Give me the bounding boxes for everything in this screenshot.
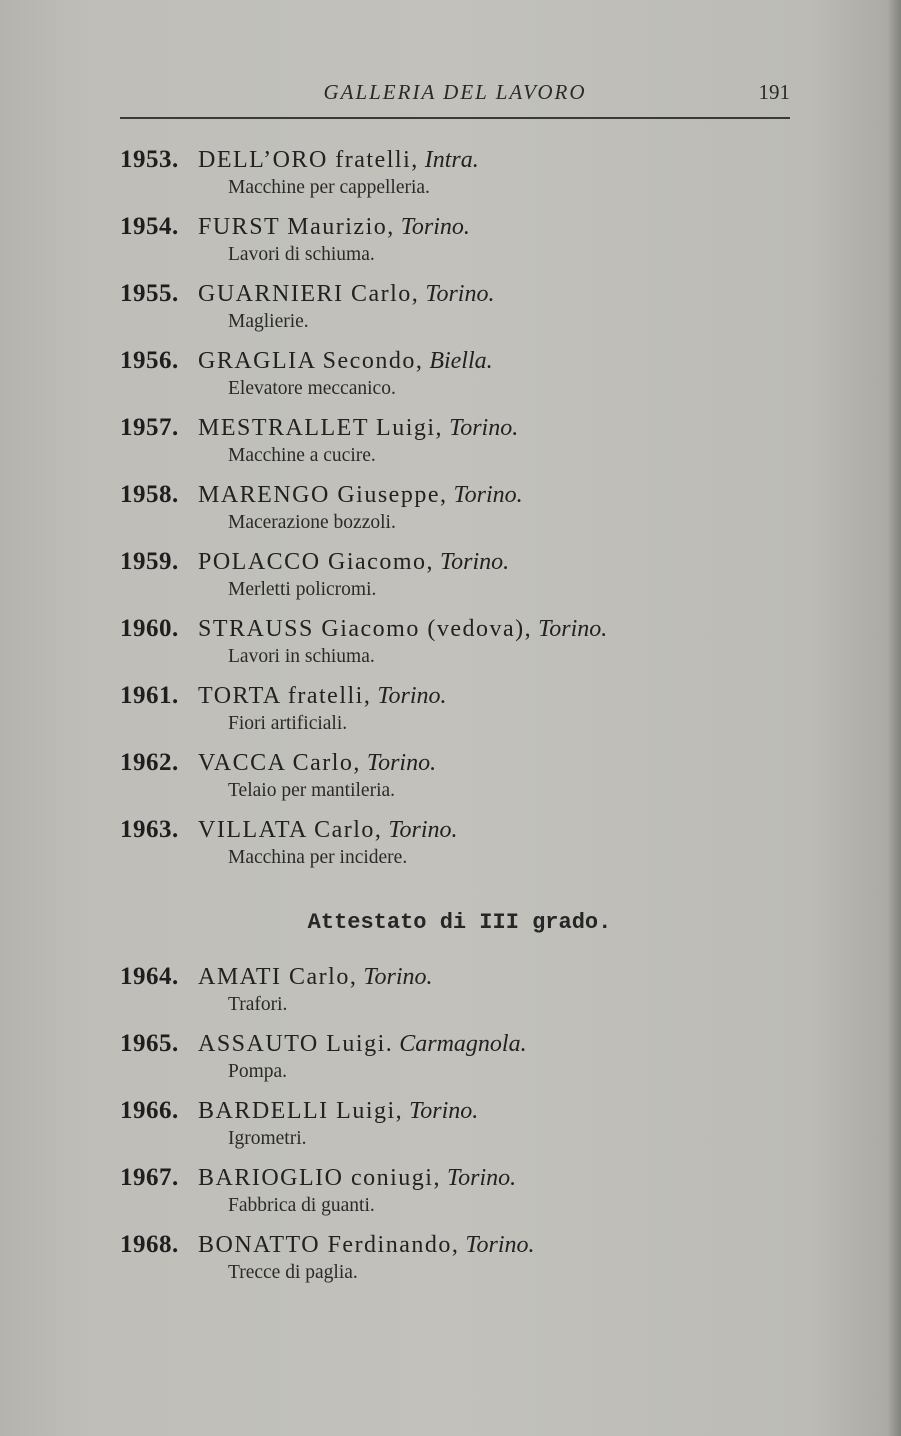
entry-name: GUARNIERI Carlo, bbox=[198, 281, 420, 307]
entry-place: Torino. bbox=[400, 214, 470, 240]
entry-description: Pompa. bbox=[228, 1061, 288, 1082]
page-edge-shadow bbox=[887, 0, 901, 1436]
entry-place: Torino. bbox=[465, 1232, 535, 1258]
entry-number: 1961. bbox=[120, 682, 179, 709]
list-item bbox=[0, 1231, 800, 1291]
entry-number: 1967. bbox=[120, 1164, 179, 1191]
list-item bbox=[0, 963, 800, 1023]
entry-place: Torino. bbox=[538, 616, 608, 642]
entry-name: POLACCO Giacomo, bbox=[198, 549, 434, 575]
entry-name: BONATTO Ferdinando, bbox=[198, 1232, 460, 1258]
entry-place: Torino. bbox=[363, 964, 433, 990]
section-heading: Attestato di III grado. bbox=[307, 910, 612, 935]
entry-description: Merletti policromi. bbox=[228, 579, 377, 600]
list-item bbox=[0, 615, 800, 675]
entry-place: Torino. bbox=[449, 415, 519, 441]
list-item bbox=[0, 548, 800, 608]
entry-description: Lavori in schiuma. bbox=[228, 646, 375, 667]
entry-number: 1965. bbox=[120, 1030, 179, 1057]
entry-number: 1953. bbox=[120, 146, 179, 173]
entry-name: VILLATA Carlo, bbox=[198, 817, 383, 843]
list-item bbox=[0, 414, 800, 474]
entry-name: ASSAUTO Luigi. bbox=[198, 1031, 394, 1057]
entry-description: Fabbrica di guanti. bbox=[228, 1195, 375, 1216]
entry-description: Igrometri. bbox=[228, 1128, 307, 1149]
entry-number: 1960. bbox=[120, 615, 179, 642]
entry-name: BARDELLI Luigi, bbox=[198, 1098, 404, 1124]
entry-place: Biella. bbox=[429, 348, 493, 374]
list-item bbox=[0, 682, 800, 742]
entry-description: Macchine a cucire. bbox=[228, 445, 376, 466]
entry-description: Trafori. bbox=[228, 994, 288, 1015]
entry-description: Lavori di schiuma. bbox=[228, 244, 375, 265]
entry-description: Elevatore meccanico. bbox=[228, 378, 396, 399]
entry-description: Maglierie. bbox=[228, 311, 309, 332]
list-item bbox=[0, 213, 800, 273]
list-item bbox=[0, 347, 800, 407]
entry-name: MARENGO Giuseppe, bbox=[198, 482, 448, 508]
entry-number: 1966. bbox=[120, 1097, 179, 1124]
list-item bbox=[0, 280, 800, 340]
entry-number: 1954. bbox=[120, 213, 179, 240]
page-number: 191 bbox=[758, 80, 790, 104]
entry-name: GRAGLIA Secondo, bbox=[198, 348, 424, 374]
entry-number: 1962. bbox=[120, 749, 179, 776]
entry-name: STRAUSS Giacomo (vedova), bbox=[198, 616, 533, 642]
entry-description: Macchine per cappelleria. bbox=[228, 177, 430, 198]
entry-place: Intra. bbox=[424, 147, 479, 173]
entry-number: 1964. bbox=[120, 963, 179, 990]
list-item bbox=[0, 481, 800, 541]
entry-description: Trecce di paglia. bbox=[228, 1262, 358, 1283]
entry-number: 1956. bbox=[120, 347, 179, 374]
running-title: GALLERIA DEL LAVORO bbox=[323, 80, 587, 104]
entry-number: 1963. bbox=[120, 816, 179, 843]
entry-place: Torino. bbox=[409, 1098, 479, 1124]
entry-place: Torino. bbox=[366, 750, 437, 776]
entry-place: Torino. bbox=[446, 1165, 517, 1191]
list-item bbox=[0, 816, 800, 876]
entry-place: Torino. bbox=[377, 683, 447, 709]
entry-number: 1955. bbox=[120, 280, 179, 307]
entry-name: AMATI Carlo, bbox=[198, 964, 358, 990]
list-item bbox=[0, 1030, 800, 1090]
entry-name: VACCA Carlo, bbox=[198, 750, 361, 776]
entry-name: MESTRALLET Luigi, bbox=[198, 415, 444, 441]
entry-place: Torino. bbox=[453, 482, 523, 508]
list-item bbox=[0, 146, 800, 206]
entry-place: Torino. bbox=[425, 281, 495, 307]
list-item bbox=[0, 1097, 800, 1157]
entry-number: 1957. bbox=[120, 414, 179, 441]
entry-place: Torino. bbox=[388, 817, 458, 843]
entry-description: Telaio per mantileria. bbox=[228, 780, 396, 801]
entry-description: Macchina per incidere. bbox=[228, 847, 408, 868]
list-item bbox=[0, 1164, 800, 1224]
list-item bbox=[0, 749, 800, 809]
entry-place: Carmagnola. bbox=[399, 1031, 527, 1057]
entry-number: 1958. bbox=[120, 481, 179, 508]
entry-name: BARIOGLIO coniugi, bbox=[198, 1165, 441, 1191]
header-rule bbox=[120, 117, 790, 119]
entry-name: DELL’ORO fratelli, bbox=[198, 147, 419, 173]
entry-place: Torino. bbox=[440, 549, 510, 575]
entry-number: 1959. bbox=[120, 548, 179, 575]
entry-description: Macerazione bozzoli. bbox=[228, 512, 396, 533]
entry-description: Fiori artificiali. bbox=[228, 713, 348, 734]
page-header bbox=[120, 78, 790, 110]
entry-number: 1968. bbox=[120, 1231, 179, 1258]
entry-name: FURST Maurizio, bbox=[198, 214, 395, 240]
entry-name: TORTA fratelli, bbox=[198, 683, 372, 709]
